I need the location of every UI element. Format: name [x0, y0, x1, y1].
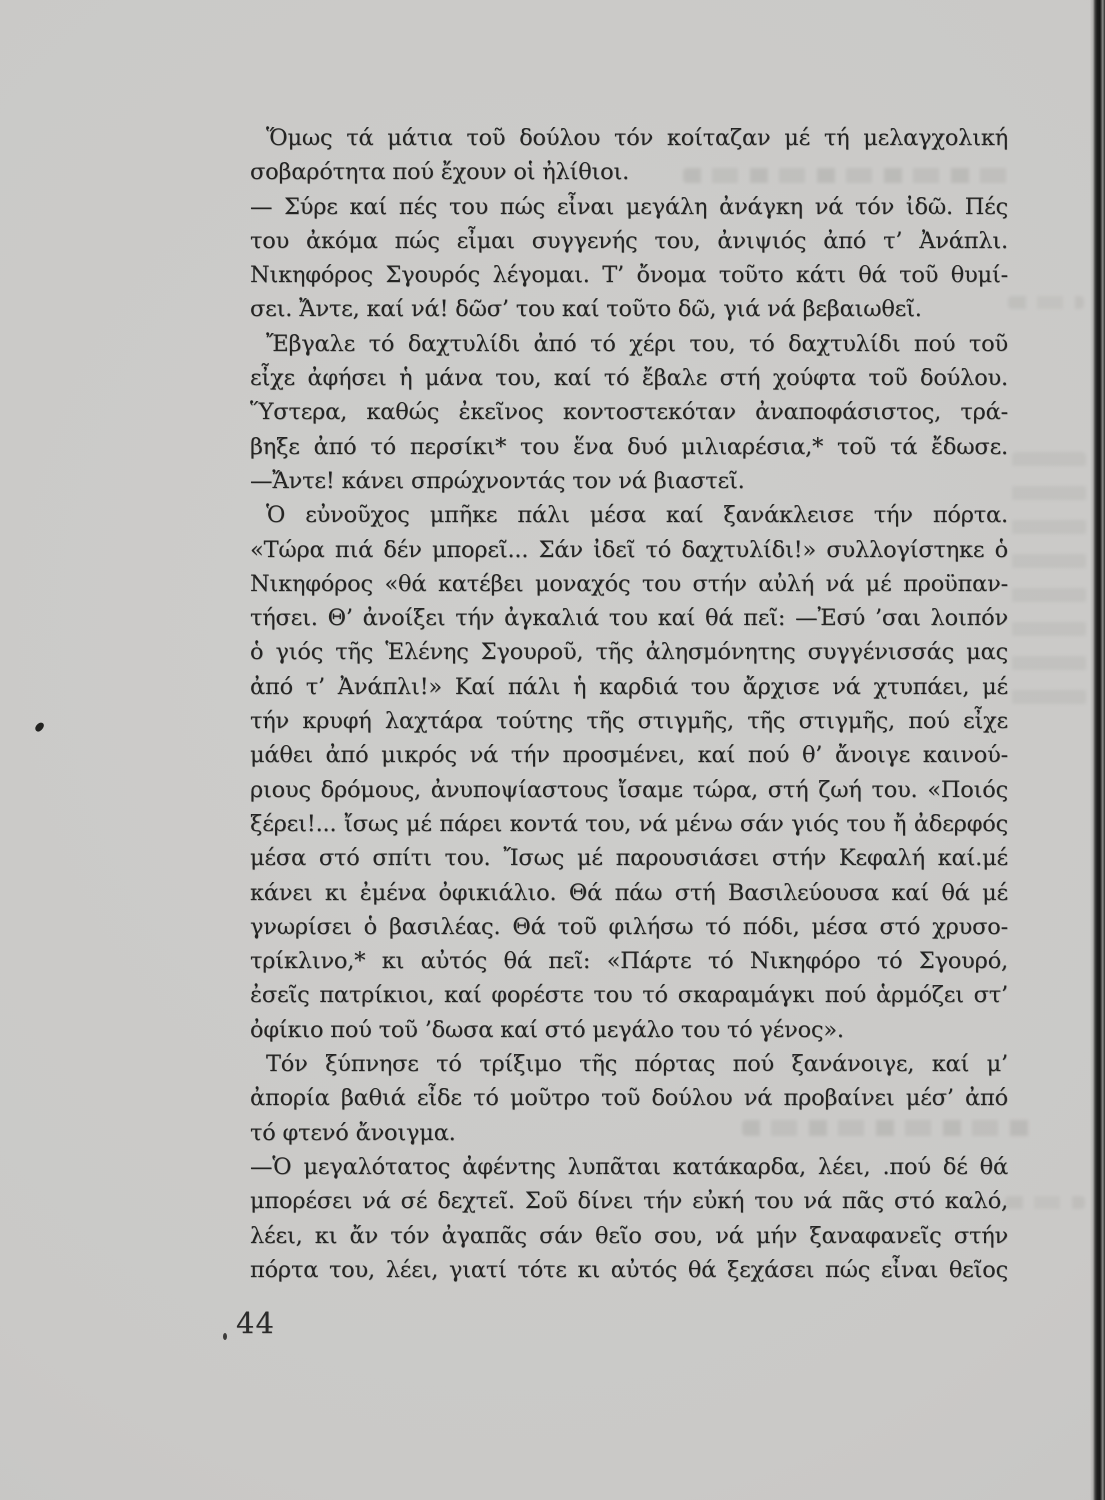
text-line: τήσει. Θ’ ἀνοίξει τήν ἀγκαλιά του καί θά πεῖ: —Ἐσύ ’σαι λοιπόν [250, 605, 1008, 632]
text-block [250, 121, 1008, 1287]
text-line: ὁ γιός τῆς Ἑλένης Σγουροῦ, τῆς ἀλησμόνητης συγγένισσάς μας [250, 639, 1008, 666]
paragraph [250, 121, 1008, 190]
text-line: κάνει κι ἐμένα ὀφικιάλιο. Θά πάω στή Βασιλεύουσα καί θά μέ [250, 879, 1008, 906]
ink-speck [34, 721, 45, 733]
ink-speck [223, 1333, 227, 1340]
text-line: Ὅμως τά μάτια τοῦ δούλου τόν κοίταζαν μέ τή μελαγχολική [266, 125, 1008, 151]
paragraph [250, 327, 1008, 464]
text-line: ὀφίκιο πού τοῦ ’δωσα καί στό μεγάλο του τό γένος». [250, 1016, 844, 1043]
text-line: σει. Ἄντε, καί νά! δῶσ’ του καί τοῦτο δῶ, γιά νά βεβαιωθεῖ. [250, 296, 922, 323]
page-number: 44 [236, 1306, 275, 1340]
text-line: μπορέσει νά σέ δεχτεῖ. Σοῦ δίνει τήν εὐκή του νά πᾶς στό καλό, [250, 1188, 1008, 1215]
text-line: ἀπορία βαθιά εἶδε τό μοῦτρο τοῦ δούλου νά προβαίνει μέσ’ ἀπό [250, 1085, 1008, 1112]
text-line: μέσα στό σπίτι του. Ἴσως μέ παρουσιάσει στήν Κεφαλή καί.μέ [250, 845, 1008, 872]
text-line: ριους δρόμους, ἀνυποψίαστους ἴσαμε τώρα, στή ζωή του. «Ποιός [250, 776, 1008, 803]
text-line: ἐσεῖς πατρίκιοι, καί φορέστε του τό σκαραμάγκι πού ἁρμόζει στ’ [250, 982, 1008, 1009]
text-line: λέει, κι ἄν τόν ἀγαπᾶς σάν θεῖο σου, νά μήν ξαναφανεῖς στήν [250, 1222, 1008, 1249]
bleedthrough-smudge [1005, 1196, 1085, 1209]
text-line: —Ὁ μεγαλότατος ἀφέντης λυπᾶται κατάκαρδα, λέει, .πού δέ θά [250, 1153, 1008, 1180]
paragraph [250, 498, 1008, 1047]
text-line: τό φτενό ἄνοιγμα. [250, 1119, 456, 1146]
text-line: ξέρει!... ἴσως μέ πάρει κοντά του, νά μένω σάν γιός του ἤ ἀδερφός [250, 810, 1008, 837]
text-line: — Σύρε καί πές του πώς εἶναι μεγάλη ἀνάγκη νά τόν ἰδῶ. Πές [250, 193, 1008, 220]
text-line: σοβαρότητα πού ἔχουν οἱ ἠλίθιοι. [250, 159, 630, 186]
text-line: Τόν ξύπνησε τό τρίξιμο τῆς πόρτας πού ξανάνοιγε, καί μ’ [266, 1051, 1008, 1078]
text-line: εἶχε ἀφήσει ἡ μάνα του, καί τό ἔβαλε στή χούφτα τοῦ δούλου. [250, 365, 1008, 392]
bleedthrough-smudge [1008, 296, 1084, 309]
page-edge-shadow [1090, 0, 1105, 1500]
bleedthrough-smudge [1012, 452, 1086, 714]
text-line: βηξε ἀπό τό περσίκι* του ἕνα δυό μιλιαρέσια,* τοῦ τά ἔδωσε. [250, 433, 1008, 460]
text-line: Νικηφόρος Σγουρός λέγομαι. Τ’ ὄνομα τοῦτο κάτι θά τοῦ θυμί- [250, 262, 1008, 289]
text-line: τήν κρυφή λαχτάρα τούτης τῆς στιγμῆς, τῆς στιγμῆς, πού εἶχε [250, 708, 1008, 735]
text-line: ἀπό τ’ Ἀνάπλι!» Καί πάλι ἡ καρδιά του ἄρχισε νά χτυπάει, μέ [250, 673, 1008, 700]
paragraph [250, 1047, 1008, 1150]
text-line: Ὁ εὐνοῦχος μπῆκε πάλι μέσα καί ξανάκλεισε τήν πόρτα. [266, 502, 1008, 529]
text-line: Νικηφόρος «θά κατέβει μοναχός του στήν αὐλή νά μέ προϋπαν- [250, 570, 1008, 597]
paragraph [250, 190, 1008, 327]
text-line: Ὕστερα, καθώς ἐκεῖνος κοντοστεκόταν ἀναποφάσιστος, τρά- [250, 399, 1008, 426]
text-line: μάθει ἀπό μικρός νά τήν προσμένει, καί πού θ’ ἄνοιγε καινού- [250, 742, 1008, 769]
text-line: «Τώρα πιά δέν μπορεῖ... Σάν ἰδεῖ τό δαχτυλίδι!» συλλογίστηκε ὁ [250, 536, 1008, 563]
text-line: —Ἄντε! κάνει σπρώχνοντάς τον νά βιαστεῖ. [250, 467, 745, 494]
text-line: τρίκλινο,* κι αὐτός θά πεῖ: «Πάρτε τό Νικηφόρο τό Σγουρό, [250, 948, 1008, 975]
text-line: πόρτα του, λέει, γιατί τότε κι αὐτός θά ξεχάσει πώς εἶναι θεῖος [250, 1256, 1008, 1283]
text-line: γνωρίσει ὁ βασιλέας. Θά τοῦ φιλήσω τό πόδι, μέσα στό χρυσο- [250, 913, 1008, 940]
text-line: Ἔβγαλε τό δαχτυλίδι ἀπό τό χέρι του, τό δαχτυλίδι πού τοῦ [266, 330, 1008, 357]
paragraph [250, 464, 1008, 498]
paragraph [250, 1150, 1008, 1287]
text-line: του ἀκόμα πώς εἶμαι συγγενής του, ἀνιψιός ἀπό τ’ Ἀνάπλι. [250, 227, 1008, 254]
